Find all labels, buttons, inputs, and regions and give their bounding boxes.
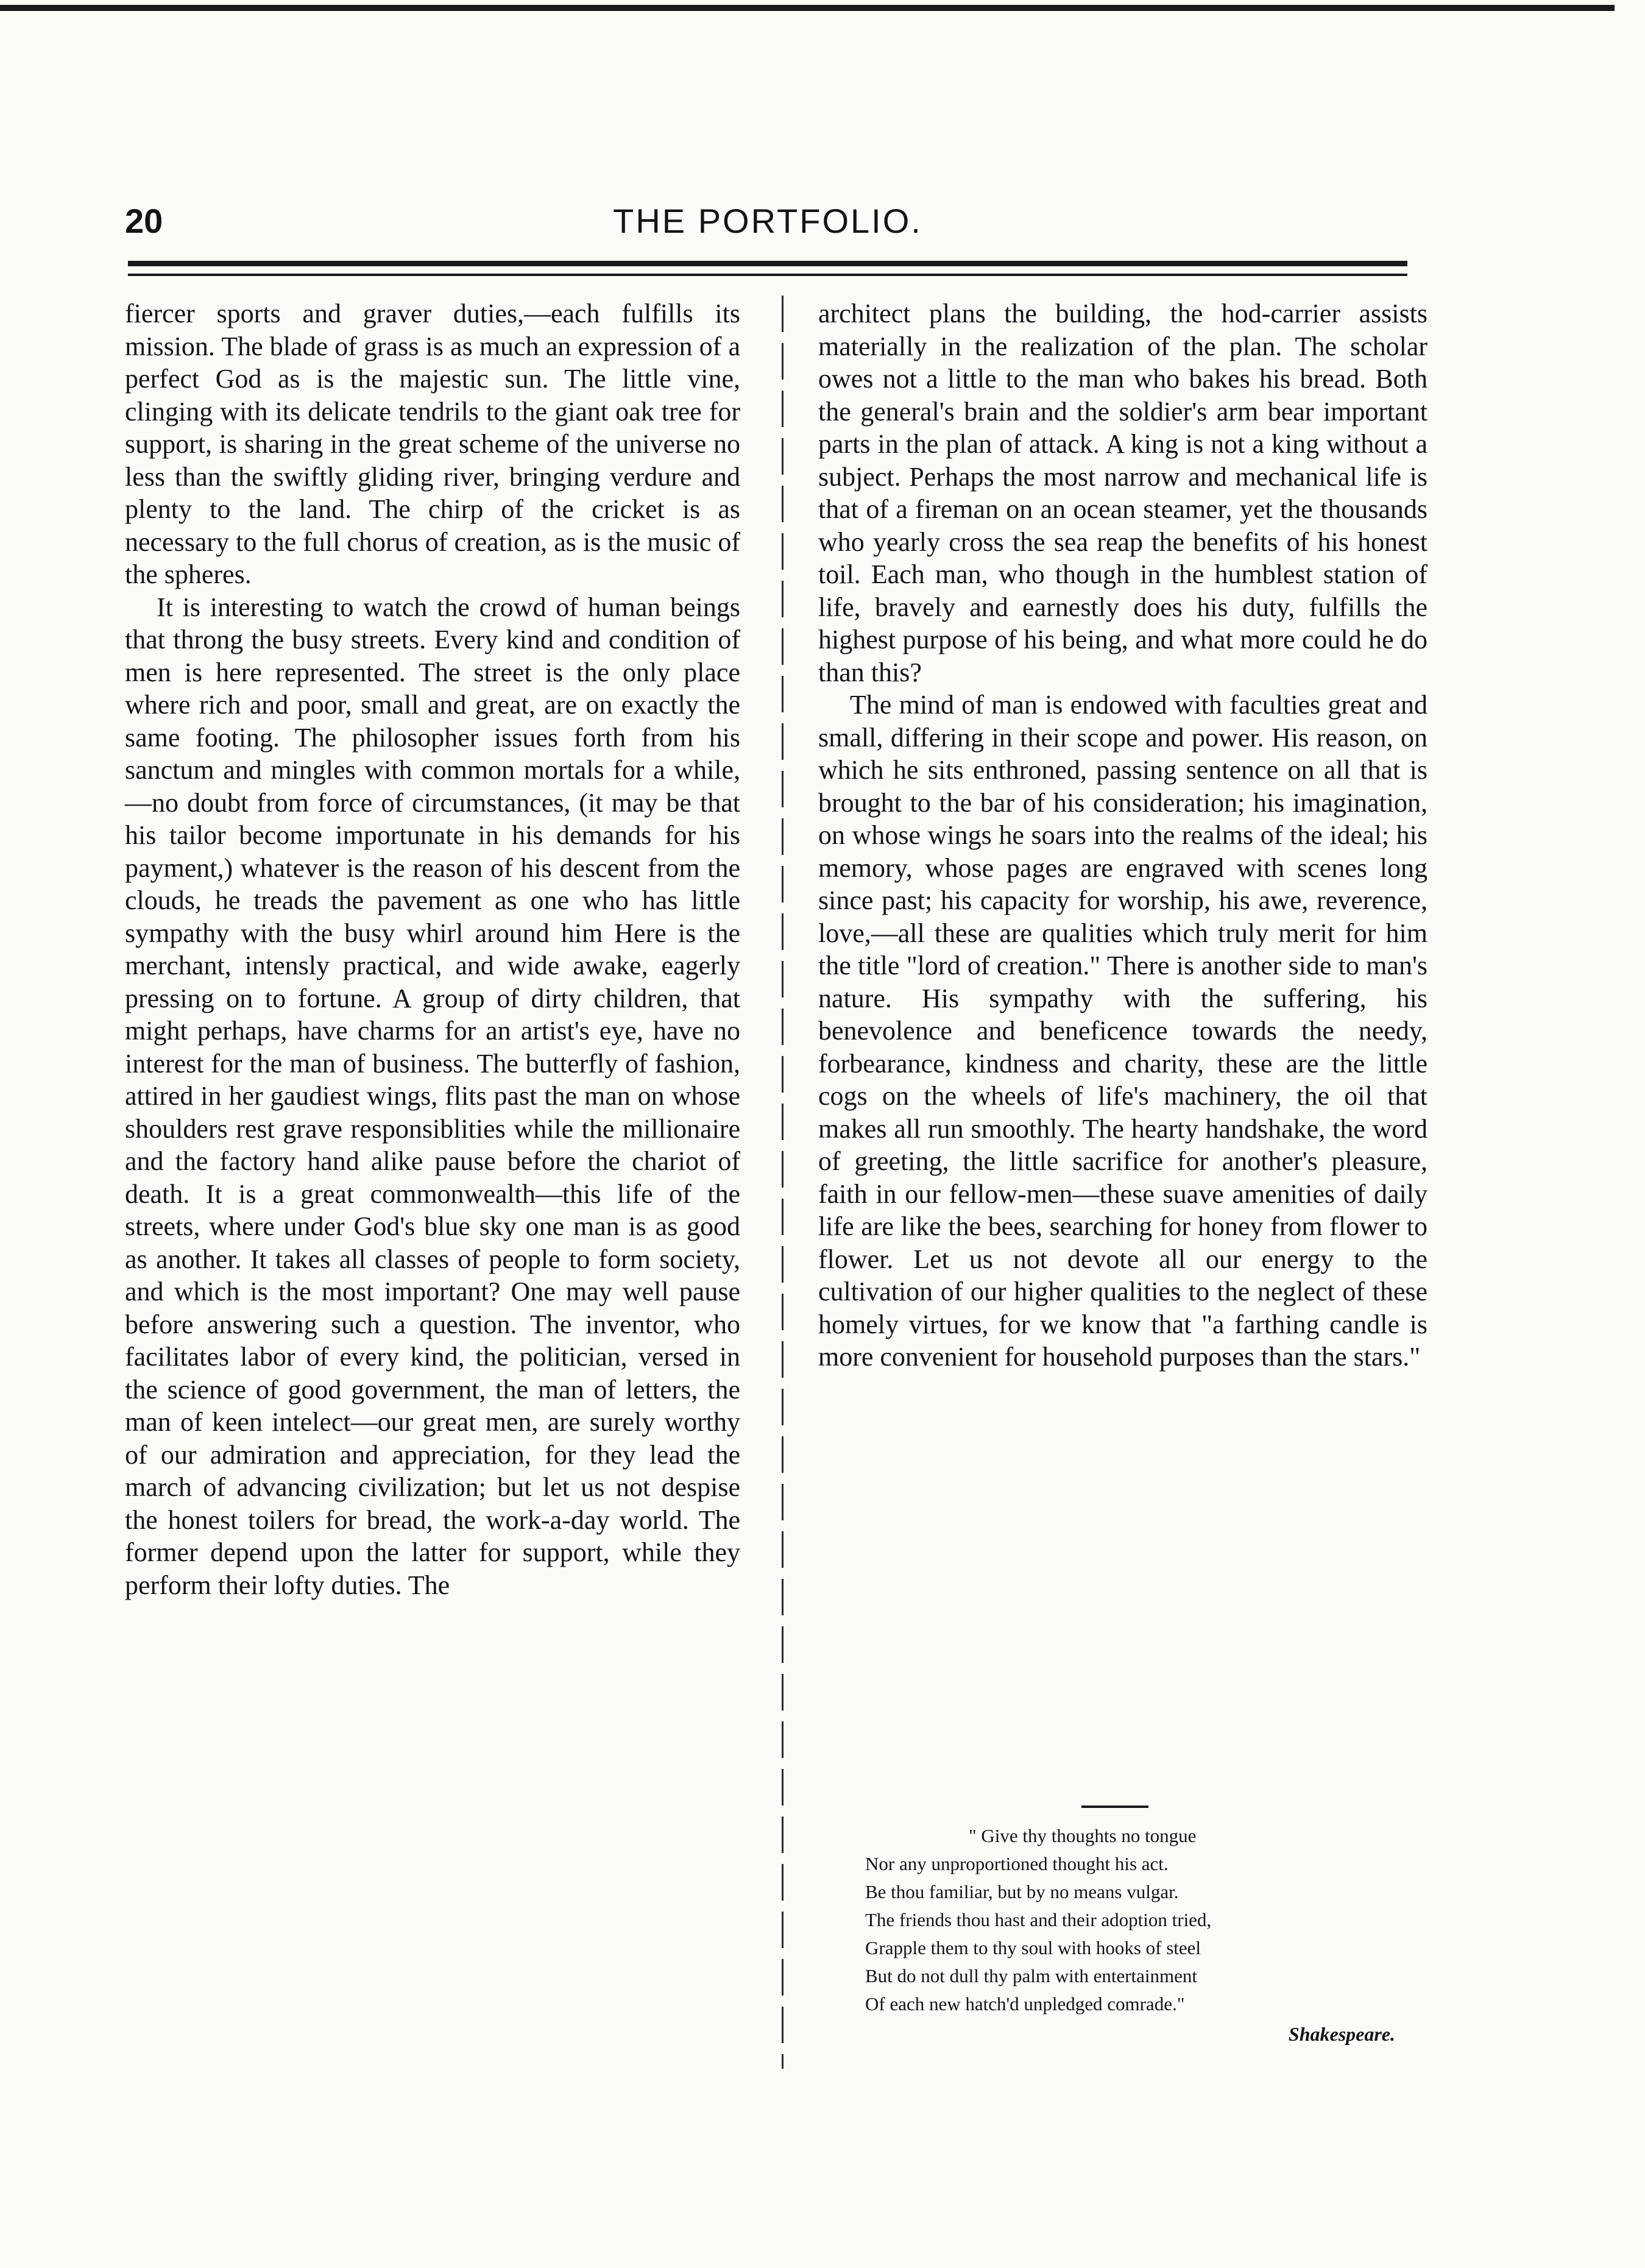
right-paragraph-1: architect plans the building, the hod-carrier assists materially in the realization of the plan. The scholar owes not a little to the man who bakes his bread. Both the general's brain and the soldier's arm bear important parts in the plan of attack. A king is not a king without a subject. Perhaps the most narrow and mechanical life is that of a fireman on an ocean steamer, yet the thousands who yearly cross the sea reap the benefits of his honest toil. Each man, who though in the humblest station of life, bravely and earnestly does his duty, fulfills the highest purpose of his being, and what more could he do than this? <box>818 299 1427 687</box>
top-border-rule <box>0 5 1615 11</box>
page-number: 20 <box>125 202 163 240</box>
left-paragraph-2: It is interesting to watch the crowd of human beings that throng the busy streets. Every kind and condition of men is here represented. The street is the only place where rich and poor, small and great, are on exactly the same footing. The philosopher issues forth from his sanctum and mingles with common mortals for a while,—no doubt from force of circumstances, (it may be that his tailor become importunate in his demands for his payment,) whatever is the reason of his descent from the clouds, he treads the pavement as one who has little sympathy with the busy whirl around him Here is the merchant, intensly practical, and wide awake, eagerly pressing on to fortune. A group of dirty children, that might perhaps, have charms for an artist's eye, have no interest for the man of business. The butterfly of fashion, attired in her gaudiest wings, flits past the man on whose shoulders rest grave responsiblities while the millionaire and the factory hand alike pause before the chariot of death. It is a great commonwealth—this life of the streets, where under God's blue sky one man is as good as another. It takes all classes of people to form society, and which is the most important? One may well pause before answering such a question. The inventor, who facilitates labor of every kind, the politician, versed in the science of good government, the man of letters, the man of keen intelect—our great men, are surely worthy of our admiration and appreciation, for they lead the march of advancing civilization; but let us not despise the honest toilers for bread, the work-a-day world. The former depend upon the latter for support, while they perform their lofty duties. The <box>125 592 740 1600</box>
poem-line: Be thou familiar, but by no means vulgar. <box>865 1881 1179 1902</box>
poem-attribution: Shakespeare. <box>1288 2023 1395 2045</box>
left-column <box>125 297 740 1601</box>
left-paragraph-1: fiercer sports and graver duties,—each fulfills its mission. The blade of grass is as much an expression of a perfect God as is the majestic sun. The little vine, clinging with its delicate tendrils to the giant oak tree for support, is sharing in the great scheme of the universe no less than the swiftly gliding river, bringing verdure and plenty to the land. The chirp of the cricket is as necessary to the full chorus of creation, as is the music of the spheres. <box>125 299 740 589</box>
header-rule-thick <box>128 261 1407 266</box>
page-header <box>125 201 1410 250</box>
poem-line: " Give thy thoughts no tongue <box>969 1825 1197 1846</box>
header-rule-thin <box>128 274 1407 276</box>
right-paragraph-2: The mind of man is endowed with faculties great and small, differing in their scope and power. His reason, on which he sits enthroned, passing sentence on all that is brought to the bar of his consideration; his imagination, on whose wings he soars into the realms of the ideal; his memory, whose pages are engraved with scenes long since past; his capacity for worship, his awe, reverence, love,—all these are qualities which truly merit for him the title "lord of creation." There is another side to man's nature. His sympathy with the suffering, his benevolence and beneficence towards the needy, forbearance, kindness and charity, these are the little cogs on the wheels of life's machinery, the oil that makes all run smoothly. The hearty handshake, the word of greeting, the little sacrifice for another's pleasure, faith in our fellow-men—these suave amenities of daily life are like the bees, searching for honey from flower to flower. Let us not devote all our energy to the cultivation of our higher qualities to the neglect of these homely virtues, for we know that "a farthing candle is more convenient for household purposes than the stars." <box>818 690 1427 1372</box>
poem-line: The friends thou hast and their adoption tried, <box>865 1909 1212 1930</box>
running-head: THE PORTFOLIO. <box>613 202 922 240</box>
column-divider <box>782 296 784 2069</box>
poem-line: Nor any unproportioned thought his act. <box>865 1853 1169 1874</box>
poem-line: But do not dull thy palm with entertainment <box>865 1965 1198 1986</box>
poem-quotation <box>865 1822 1413 2018</box>
poem-separator-rule <box>1081 1806 1148 1808</box>
poem-line: Grapple them to thy soul with hooks of steel <box>865 1937 1201 1958</box>
right-column <box>818 297 1427 1373</box>
poem-line: Of each new hatch'd unpledged comrade." <box>865 1993 1185 2015</box>
